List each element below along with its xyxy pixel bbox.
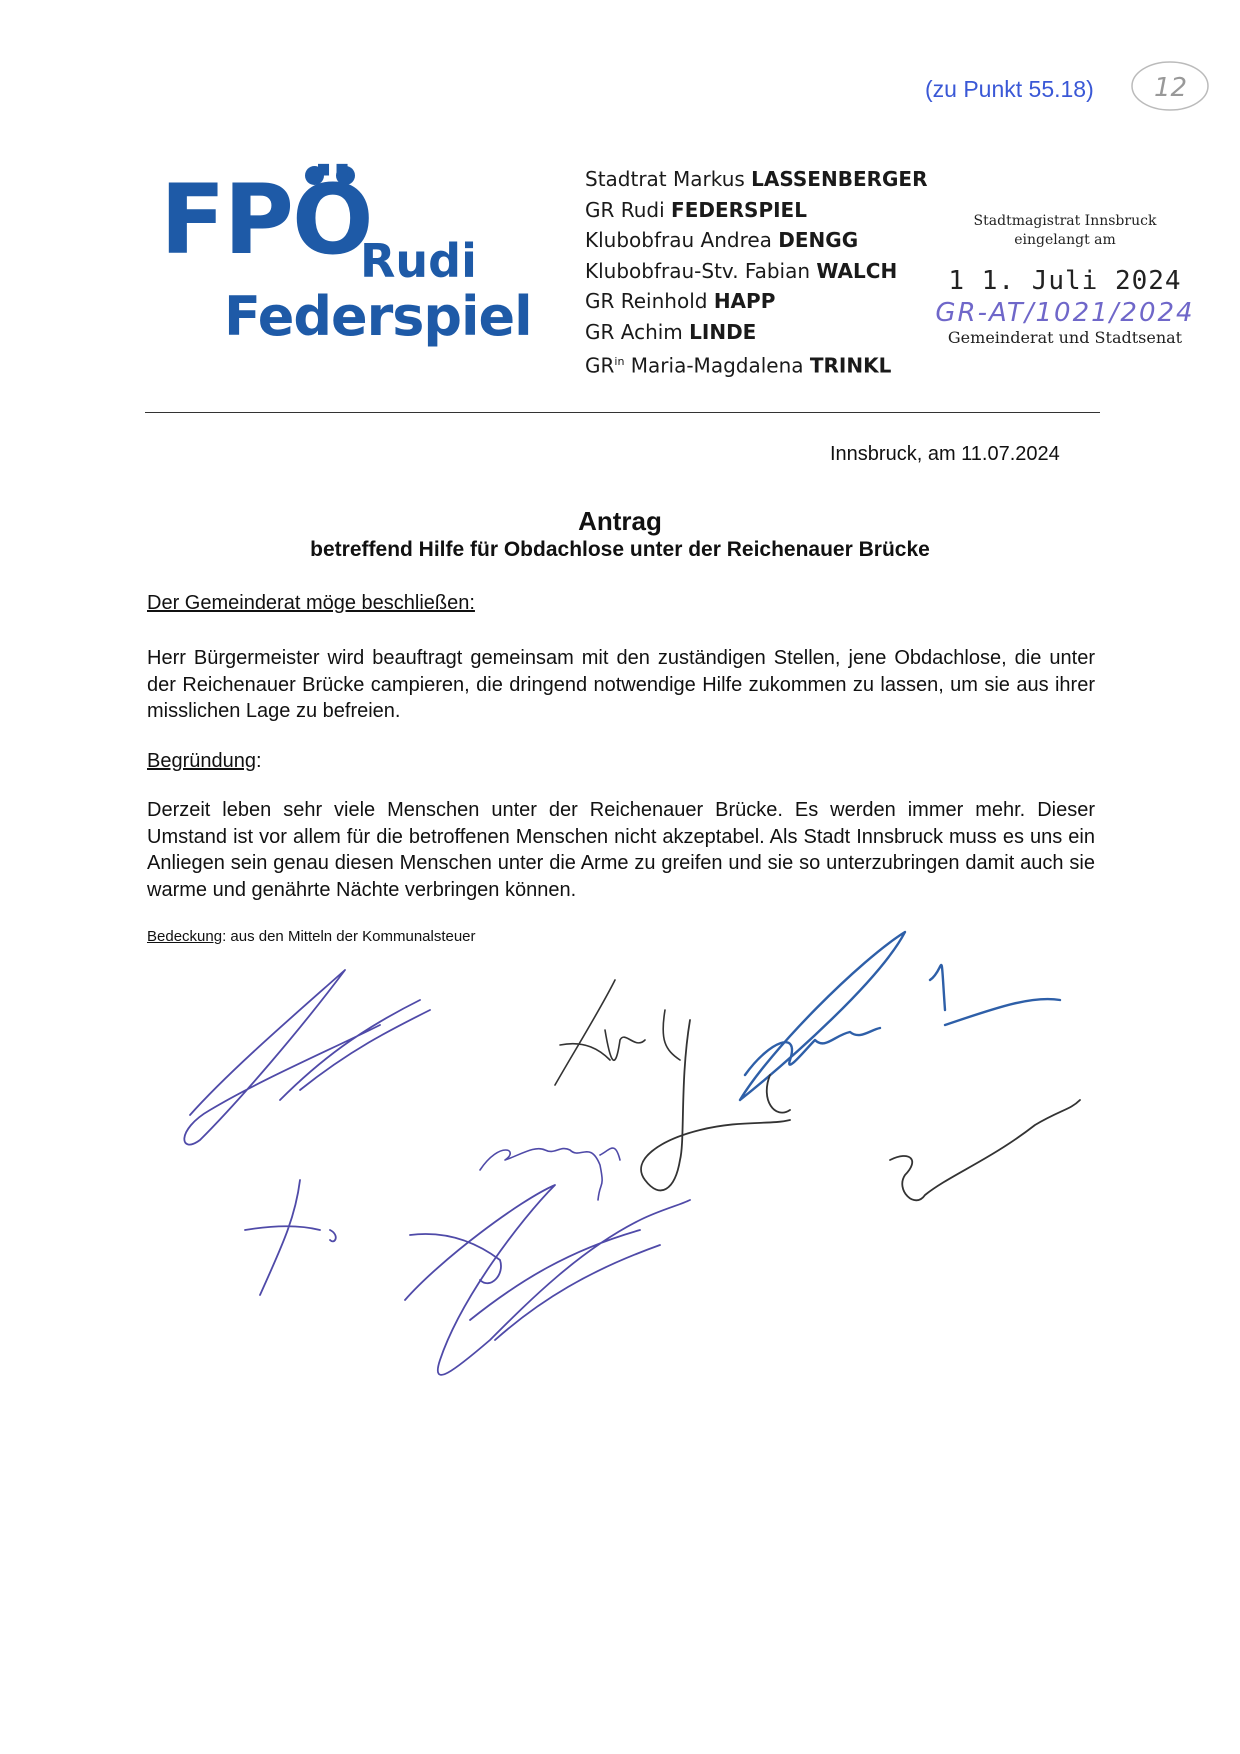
stamp-office: Stadtmagistrat Innsbruck (973, 213, 1157, 229)
member-row: Klubobfrau Andrea DENGG (585, 228, 859, 252)
agenda-handwritten-text: 12 (1154, 73, 1188, 103)
logo-fpo: FPÖ (160, 164, 372, 276)
stamp-gr-number: GR-AT/1021/2024 (935, 298, 1195, 328)
logo-federspiel: Federspiel (224, 285, 532, 348)
header-divider (145, 412, 1100, 413)
logo-rudi: Rudi (360, 234, 477, 288)
member-list (585, 164, 928, 381)
reason-heading-label: Begründung (147, 750, 256, 772)
reason-heading: Begründung: (147, 750, 262, 772)
signatures-area (0, 900, 1240, 1540)
agenda-handwritten-number (1128, 54, 1214, 114)
stamp-date: 1 1. Juli 2024 (948, 266, 1182, 296)
coverage-label: Bedeckung (147, 928, 223, 945)
member-row: GR Reinhold HAPP (585, 289, 776, 313)
member-row: Klubobfrau-Stv. Fabian WALCH (585, 258, 898, 283)
signature-dengg (480, 1148, 620, 1200)
stamp-received-label: eingelangt am (1014, 232, 1116, 248)
document-title: Antrag (578, 506, 662, 536)
document-subtitle: betreffend Hilfe für Obdachlose unter der Reichenauer Brücke (310, 538, 930, 561)
signature-second-federspiel (405, 1185, 690, 1375)
stamp-department: Gemeinderat und Stadtsenat (947, 328, 1183, 347)
coverage-text: : aus den Mitteln der Kommunalsteuer (222, 928, 476, 945)
signature-trinkl (555, 980, 680, 1085)
receipt-stamp (930, 212, 1200, 347)
member-row: Stadtrat Markus LASSENBERGER (585, 167, 928, 191)
motion-heading: Der Gemeinderat möge beschließen: (147, 592, 475, 614)
signature-lassenberger (740, 932, 1060, 1100)
signature-happ (245, 1180, 501, 1295)
member-row: GR Rudi FEDERSPIEL (585, 197, 807, 222)
signature-federspiel (184, 970, 430, 1145)
signature-walch (641, 1020, 790, 1190)
reason-text: Derzeit leben sehr viele Menschen unter der Reichenauer Brücke. Es werden immer mehr. Dieser Umstand ist vor allem für die betroffenen Menschen nicht akzeptabel. Als Stadt Innsbruck muss es uns ein Anliegen sein genau diesen Menschen unter die Arme zu greifen und sie so unterzubringen damit auch sie warme und genährte Nächte verbringen können. (147, 799, 1095, 901)
signature-linde (890, 1100, 1080, 1200)
motion-text: Herr Bürgermeister wird beauftragt gemeinsam mit den zuständigen Stellen, jene Obdachlose, die unter der Reichenauer Brücke campieren, die dringend notwendige Hilfe zukommen zu lassen, um sie aus ihrer misslichen Lage zu befreien. (147, 647, 1095, 722)
place-date: Innsbruck, am 11.07.2024 (830, 443, 1060, 465)
agenda-reference: (zu Punkt 55.18) (925, 76, 1094, 102)
party-logo (160, 164, 532, 368)
member-row: GR Achim LINDE (585, 319, 757, 344)
member-row: $GR^{in}$ Maria-Magdalena TRINKL (585, 353, 892, 378)
